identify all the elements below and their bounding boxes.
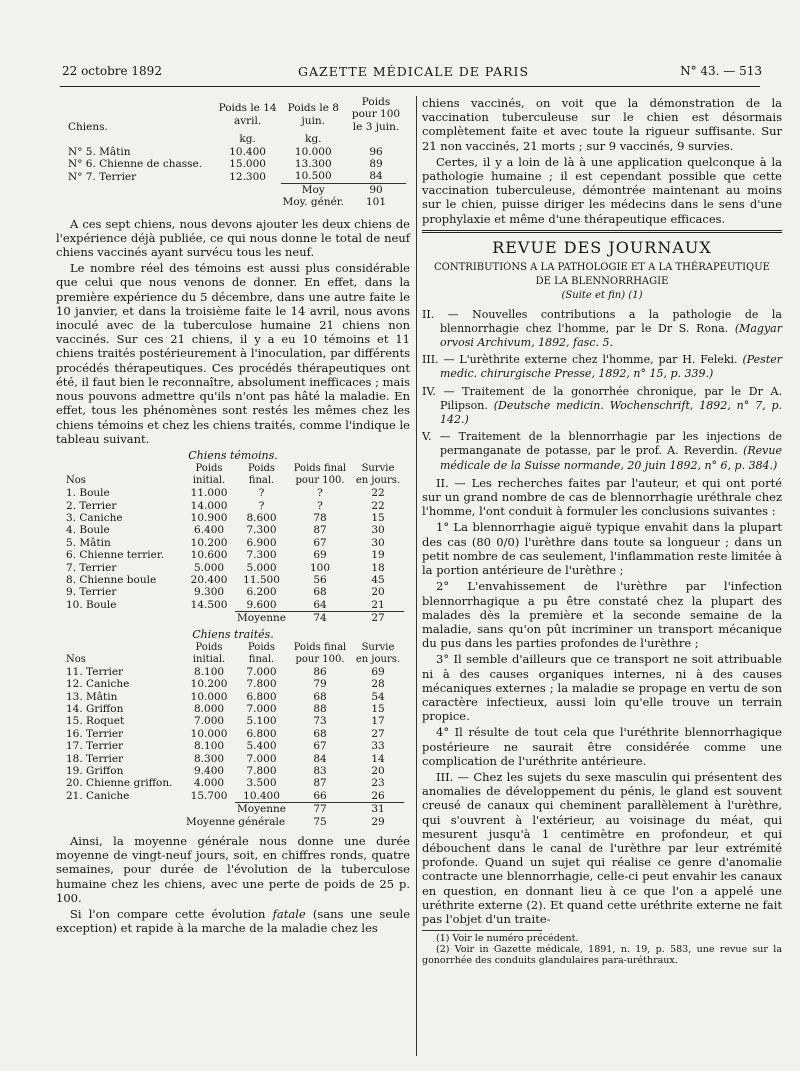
table-header: Poids final. (247, 463, 276, 487)
table-cell: 15 (371, 703, 385, 715)
table-cell: 86 (313, 665, 327, 678)
table-cell: 69 (371, 665, 385, 678)
references-list (422, 308, 782, 473)
table-header: Poids le 14 avril. (218, 102, 277, 127)
table-cell: 5.100 (246, 715, 277, 728)
table-cell: 89 (369, 158, 383, 171)
table-row (66, 146, 406, 158)
table-cell: 17 (371, 715, 385, 728)
table-cell: 8.600 (246, 511, 277, 524)
header-issue-page: N° 43. — 513 (680, 64, 762, 78)
table-cell: 20. Chienne griffon. (66, 777, 173, 790)
table-cell: 6.200 (246, 586, 277, 599)
weight-table (66, 96, 406, 209)
general-average-label: Moyenne générale (185, 815, 286, 828)
table-title: Chiens témoins. (188, 448, 278, 462)
table-cell: 13.300 (294, 158, 332, 171)
table-cell: 68 (313, 586, 327, 599)
table-cell: 8.100 (194, 665, 225, 678)
average-value: 31 (352, 803, 404, 816)
table-cell: 3. Caniche (66, 511, 123, 524)
table-header: Poids initial. (192, 463, 226, 487)
table-cell: 4.000 (194, 777, 225, 790)
table-cell: N° 7. Terrier (68, 170, 137, 183)
average-label: Moyenne (237, 803, 286, 816)
reference-item (422, 308, 782, 351)
table-cell: 14. Griffon (66, 703, 124, 715)
table-row (64, 586, 404, 598)
table-cell: 87 (313, 777, 327, 790)
table-cell: 12.300 (229, 170, 266, 183)
table-cell: 5.400 (246, 740, 277, 753)
footnote: (1) Voir le numéro précédent. (436, 933, 579, 945)
treated-dogs-table (64, 642, 404, 828)
table-row (64, 512, 404, 524)
control-dogs-table (64, 463, 404, 624)
table-row (64, 691, 404, 703)
reference-title: II. — Nouvelles contributions a la pathologie de la blennorrhagie chez l'homme, par le Dr S. Rona. (422, 307, 782, 335)
table-header: Poids pour 100 le 3 juin. (351, 96, 401, 133)
table-row (64, 599, 404, 612)
table-cell: 45 (371, 573, 385, 586)
table-cell: 56 (313, 573, 327, 586)
table-cell: 68 (313, 690, 327, 703)
header-rule (60, 86, 760, 87)
table-cell: 1. Boule (66, 487, 110, 500)
table-cell: 67 (313, 536, 327, 549)
table-cell: N° 6. Chienne de chasse. (68, 158, 203, 171)
table-row (66, 170, 406, 183)
paragraph: Certes, il y a loin de là à une application quelconque à la pathologie humaine ; il est cependant possible que cette vaccination tuberculeuse, démontrée maintenant au moins sur le chien, puisse diriger les médecins dans le sens d'une prophylaxie et même d'une thérapeutique efficaces. (422, 154, 782, 226)
table-row (64, 728, 404, 740)
table-cell: 20.400 (190, 573, 228, 586)
average-label: Moy (281, 183, 346, 196)
paragraph: chiens vaccinés, on voit que la démonstration de la vaccination tuberculeuse sur le chien est désormais complètement faite et avec toute la rigueur suffisante. Sur 21 non vaccinés, 21 morts ; sur 9 vaccinés, 9 survies. (422, 96, 782, 153)
table-cell: 7.300 (246, 549, 277, 562)
table-row (64, 790, 404, 803)
table-header: Survie en jours. (355, 463, 401, 487)
table-cell: 9. Terrier (66, 586, 117, 599)
table-unit: kg. (239, 133, 256, 146)
table-unit (66, 133, 215, 145)
table-cell: 10.200 (190, 536, 228, 549)
table-cell: 54 (371, 690, 385, 703)
general-average-value: 29 (371, 815, 385, 828)
paragraph: II. — Les recherches faites par l'auteur, et qui ont porté sur un grand nombre de cas de blennorrhagie uréthrale chez l'homme, l'ont conduit à formuler les conclusions suivantes : (422, 475, 782, 519)
table-cell: 28 (371, 678, 385, 691)
table-cell: 87 (313, 524, 327, 537)
table-cell: 78 (313, 511, 327, 524)
table-header: Poids initial. (192, 641, 226, 665)
table-cell: 16. Terrier (66, 727, 124, 740)
table-header: Survie en jours. (355, 641, 401, 665)
text-run: Si l'on compare cette évolution (70, 907, 266, 922)
table-cell: 21. Caniche (66, 790, 130, 803)
table-cell: 15. Roquet (66, 715, 125, 728)
table-cell: 21 (371, 598, 385, 611)
table-cell: 19 (371, 549, 385, 562)
table-cell: 11.000 (190, 487, 228, 500)
table-cell: 6.400 (194, 524, 225, 537)
table-header: Poids final pour 100. (293, 463, 347, 487)
table-cell: 10. Boule (66, 599, 117, 612)
table-cell: 14 (371, 752, 385, 765)
table-header: Nos (66, 653, 86, 665)
table-cell: 11.500 (243, 573, 280, 586)
reference-source: (Pester medic. chirurgische Presse, 1892, n° 15, p. 339.) (440, 353, 783, 381)
average-value: 77 (288, 803, 352, 816)
table-cell: 6.800 (246, 690, 277, 703)
paragraph: III. — Chez les sujets du sexe masculin qui présentent des anomalies de développement du pénis, le gland est souvent creusé de canaux qui cheminent parallèlement à l'urèthre, qui s'ouvrent à l'extérieur, au voisinage du méat, qui mesurent jusqu'à 1 centimètre en profondeur, et qui débouchent dans le canal de l'urèthre par leur extrémité profonde. Quand un sujet qui réalise ce genre d'anomalie contracte une blennorrhagie, celle-ci peut envahir les canaux en question, en donnant lieu à ce que l'on a appelé une uréthrite externe (2). Et quand cette uréthrite externe ne fait pas l'objet d'un traite- (422, 769, 782, 926)
section-subtitle: DE LA BLENNORRHAGIE (535, 276, 669, 288)
reference-title: V. — Traitement de la blennorrhagie par les injections de permanganate de potasse, par le prof. A. Reverdin. (422, 430, 782, 458)
table-cell: 7.000 (246, 752, 277, 765)
table-cell: 12. Caniche (66, 678, 130, 691)
table-cell: 10.000 (190, 727, 228, 740)
table-cell: 9.400 (194, 765, 225, 778)
paragraph (56, 907, 410, 935)
table-cell: 7.000 (194, 715, 225, 728)
section-rule (422, 230, 782, 233)
table-cell: ? (258, 487, 265, 500)
table-cell: 5. Mâtin (66, 536, 111, 549)
table-header: Poids le 8 juin. (287, 102, 339, 127)
column-divider (416, 96, 417, 1056)
left-column (56, 96, 410, 937)
average-value: 90 (346, 183, 406, 196)
reference-item (422, 353, 782, 381)
continuation-note: (Suite et fin) (1) (561, 290, 643, 302)
table-cell: 15 (371, 511, 385, 524)
table-cell: 8.000 (194, 703, 225, 715)
table-cell: 79 (313, 678, 327, 691)
table-cell: 10.000 (190, 690, 228, 703)
table-cell: 10.000 (294, 145, 332, 158)
table-cell: 10.900 (190, 511, 228, 524)
reference-source: (Revue médicale de la Suisse normande, 20 juin 1892, n° 6, p. 384.) (440, 444, 782, 472)
paragraph: Le nombre réel des témoins est aussi plus considérable que celui que nous venons de donner. En effet, dans la première expérience du 5 décembre, dans une autre faite le 10 janvier, et dans la troisième faite le 14 avril, nous avons inoculé avec de la tuberculose humaine 21 chiens non vaccinés. Sur ces 21 chiens, il y a eu 10 témoins et 11 chiens traités postérieurement à l'inoculation, par différents procédés thérapeutiques. Ces procédés thérapeutiques ont été, il faut bien le reconnaître, absolument inefficaces ; mais nous pouvons admettre qu'ils n'ont pas hâté la maladie. En effet, tous les phénomènes sont restés les mêmes chez les chiens témoins et chez les chiens traités, comme l'indique le tableau suivant. (56, 261, 410, 446)
table-cell: 13. Mâtin (66, 690, 118, 703)
table-cell: 19. Griffon (66, 765, 124, 778)
reference-item (422, 430, 782, 473)
header-date: 22 octobre 1892 (62, 64, 162, 78)
table-header: Nos (66, 475, 86, 487)
table-row (64, 537, 404, 549)
table-header: Poids final. (247, 641, 276, 665)
table-cell: 7.800 (246, 678, 277, 691)
table-header: Chiens. (68, 120, 108, 133)
table-cell: 30 (371, 536, 385, 549)
section-subtitle: CONTRIBUTIONS A LA PATHOLOGIE ET A LA THÉRAPEUTIQUE (434, 262, 770, 274)
table-cell: 14.000 (190, 499, 228, 512)
table-cell: 3.500 (246, 777, 277, 790)
table-cell: 23 (371, 777, 385, 790)
footnote: (2) Voir in Gazette médicale, 1891, n. 19, p. 583, une revue sur la gonorrhée des conduits glandulaires para-uréthraux. (422, 944, 782, 967)
table-cell: 14.500 (190, 599, 228, 612)
table-cell: 73 (313, 715, 327, 728)
average-value: 27 (352, 612, 404, 625)
table-unit: kg. (305, 133, 322, 146)
table-cell: 8.300 (194, 752, 225, 765)
conclusion-item: 4° Il résulte de tout cela que l'uréthrite blennorrhagique postérieure ne saurait être considérée comme une complication de l'uréthrite antérieure. (422, 725, 782, 768)
table-cell: 9.300 (194, 586, 225, 599)
table-row (66, 158, 406, 170)
table-cell: 26 (371, 789, 385, 802)
table-cell: 96 (369, 145, 383, 158)
reference-source: (Magyar orvosi Archivum, 1892, fasc. 5. (440, 321, 782, 350)
table-cell: 17. Terrier (66, 740, 124, 753)
average-value: 74 (288, 612, 352, 625)
table-row (64, 703, 404, 715)
table-cell: 18 (371, 561, 385, 574)
table-cell: 66 (313, 789, 327, 802)
italic-text: fatale (272, 907, 306, 922)
table-cell: 83 (313, 765, 327, 778)
table-cell: 11. Terrier (66, 665, 124, 678)
table-title: Chiens traités. (192, 627, 274, 641)
table-row (64, 549, 404, 561)
table-cell: 22 (371, 499, 385, 512)
table-cell: 7. Terrier (66, 561, 117, 574)
table-cell: 27 (371, 727, 385, 740)
table-row (64, 715, 404, 727)
general-average-value: 75 (313, 815, 327, 828)
table-cell: 22 (371, 487, 385, 500)
table-cell: ? (258, 499, 265, 512)
table-cell: 8.100 (194, 740, 225, 753)
table-cell: 10.600 (190, 549, 228, 562)
reference-title: III. — L'urèthrite externe chez l'homme, par H. Feleki. (422, 353, 738, 367)
reference-source: (Deutsche medicin. Wochenschrift, 1892, n° 7, p. 142.) (440, 398, 782, 427)
table-row (64, 678, 404, 690)
section-title: REVUE DES JOURNAUX (492, 237, 712, 257)
conclusion-item: 3° Il semble d'ailleurs que ce transport ne soit attribuable ni à des causes organiques internes, ni à des causes mécaniques externes ; la maladie se propage en vertu de son caractère infectieux, aussi loin qu'elle trouve un terrain propice. (422, 652, 782, 724)
table-row (64, 562, 404, 574)
table-row (64, 777, 404, 789)
paragraph: Ainsi, la moyenne générale nous donne une durée moyenne de vingt-neuf jours, soit, en chiffres ronds, quatre semaines, pour durée de l'évolution de la tuberculose humaine chez les chiens, avec une perte de poids de 25 p. 100. (56, 834, 410, 905)
table-cell: 7.800 (246, 765, 277, 778)
table-cell: 64 (313, 598, 327, 611)
table-cell: 5.000 (194, 561, 225, 574)
table-unit (346, 133, 406, 145)
conclusion-item: 2° L'envahissement de l'urèthre par l'infection blennorrhagique a pu être constaté chez la plupart des malades dès la première et la seconde semaine de la maladie, sans qu'on pût incriminer un transport mécanique du pus dans les parties profondes de l'urèthre ; (422, 579, 782, 651)
table-cell: 18. Terrier (66, 752, 124, 765)
table-cell: 68 (313, 727, 327, 740)
conclusion-item: 1° La blennorrhagie aiguë typique envahit dans la plupart des cas (80 0/0) l'urèthre dans toute sa longueur ; dans un petit nombre de cas seulement, l'inflammation reste limitée à la portion antérieure de l'urèthre ; (422, 520, 782, 578)
table-cell: 20 (371, 765, 385, 778)
reference-title: IV. — Traitement de la gonorrhée chronique, par le Dr A. Pilipson. (422, 384, 782, 412)
table-cell: 7.000 (246, 703, 277, 715)
table-cell: 6.800 (246, 727, 277, 740)
table-cell: 10.200 (190, 678, 228, 691)
table-cell: 8. Chienne boule (66, 573, 157, 586)
table-row (64, 500, 404, 512)
table-header: Poids final pour 100. (293, 641, 347, 665)
paragraph: A ces sept chiens, nous devons ajouter les deux chiens de l'expérience déjà publiée, ce qui nous donne le total de neuf chiens vaccinés ayant survécu tous les neuf. (56, 216, 410, 260)
table-cell: ? (317, 487, 323, 500)
average-label: Moyenne (237, 612, 286, 625)
table-cell: 10.400 (243, 789, 280, 802)
table-cell: 84 (369, 170, 383, 183)
table-row (64, 740, 404, 752)
table-cell: 33 (371, 740, 385, 753)
footnote-rule (422, 930, 542, 931)
table-cell: 7.300 (246, 524, 277, 537)
table-row (64, 574, 404, 586)
table-cell: 88 (313, 703, 327, 715)
page-header (40, 62, 762, 84)
table-cell: 2. Terrier (66, 499, 117, 512)
table-cell: 100 (309, 561, 331, 574)
table-cell: 69 (313, 549, 327, 562)
general-average-label: Moy. génér. (282, 196, 344, 209)
table-cell: 9.600 (246, 598, 277, 611)
text-run: (sans une seule exception) et rapide à la marche de la maladie chez les (56, 907, 411, 936)
table-cell: 6. Chienne terrier. (66, 549, 165, 562)
reference-item (422, 385, 782, 428)
table-row (64, 765, 404, 777)
table-cell: 6.900 (246, 536, 277, 549)
table-cell: 84 (313, 752, 327, 765)
table-cell: 15.000 (229, 158, 266, 171)
table-cell: 67 (313, 740, 327, 753)
table-row (64, 666, 404, 678)
general-average-value: 101 (365, 196, 387, 209)
table-cell: 10.500 (294, 170, 332, 183)
table-row (64, 487, 404, 499)
right-column (422, 96, 782, 966)
table-cell: ? (317, 499, 323, 512)
table-cell: 4. Boule (66, 524, 110, 537)
table-cell: 20 (371, 586, 385, 599)
table-row (64, 753, 404, 765)
table-row (64, 524, 404, 536)
table-cell: 15.700 (190, 790, 228, 803)
table-cell: 7.000 (246, 665, 277, 678)
table-cell: 10.400 (229, 145, 266, 158)
header-journal-title: GAZETTE MÉDICALE DE PARIS (298, 64, 530, 79)
table-cell: N° 5. Mâtin (68, 145, 131, 158)
table-cell: 5.000 (246, 561, 277, 574)
table-cell: 30 (371, 524, 385, 537)
